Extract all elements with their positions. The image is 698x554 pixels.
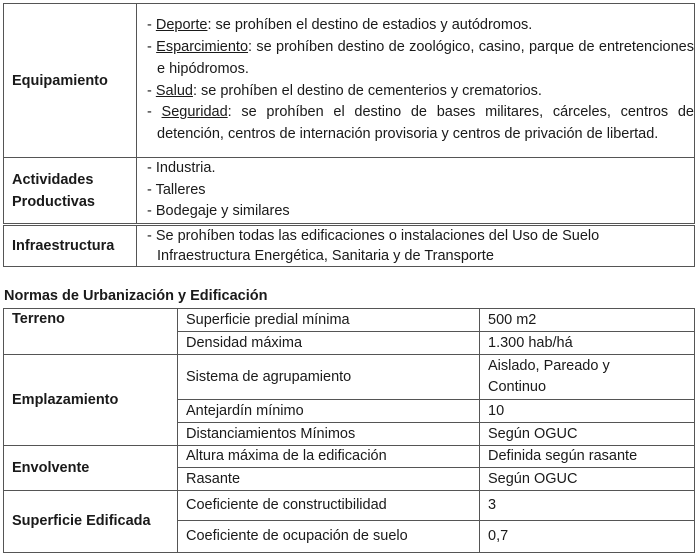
param: Coeficiente de ocupación de suelo bbox=[178, 521, 480, 553]
group-label: Emplazamiento bbox=[4, 355, 178, 446]
table-row bbox=[4, 355, 695, 400]
term: Deporte bbox=[155, 17, 208, 34]
table-row bbox=[4, 446, 695, 468]
norms-table bbox=[3, 308, 695, 553]
item-text: : se prohíben el destino de bases militares, cárceles, centros de detención, centros de internación provisoria y centros de privación de libertad. bbox=[157, 104, 694, 142]
param: Coeficiente de constructibilidad bbox=[178, 491, 480, 521]
value: Definida según rasante bbox=[480, 446, 695, 468]
table-row bbox=[4, 158, 695, 225]
infraestructura-list bbox=[137, 225, 695, 267]
table-row bbox=[4, 309, 695, 332]
param: Sistema de agrupamiento bbox=[178, 355, 480, 400]
section-title: Normas de Urbanización y Edificación bbox=[4, 288, 268, 304]
value: Según OGUC bbox=[480, 468, 695, 491]
param: Distanciamientos Mínimos bbox=[178, 423, 480, 446]
term: Seguridad bbox=[161, 104, 228, 121]
row-label: Infraestructura bbox=[4, 225, 137, 267]
group-label: Terreno bbox=[4, 309, 178, 355]
group-label: Envolvente bbox=[4, 446, 178, 491]
group-label: Superficie Edificada bbox=[4, 491, 178, 553]
list-item: - Seguridad: se prohíben el destino de bases militares, cárceles, centros de detención, centros de internación provisoria y centros de privación de libertad. bbox=[147, 104, 694, 142]
param: Superficie predial mínima bbox=[178, 309, 480, 332]
item-text: : se prohíben el destino de estadios y autódromos. bbox=[207, 17, 533, 34]
param: Densidad máxima bbox=[178, 332, 480, 355]
list-item: - Salud: se prohíben el destino de cementerios y crematorios. bbox=[147, 82, 542, 99]
value: Aislado, Pareado y Continuo bbox=[480, 355, 695, 400]
list-item: - Talleres bbox=[147, 181, 206, 198]
row-label: Equipamiento bbox=[4, 4, 137, 158]
value: 10 bbox=[480, 400, 695, 423]
item-text: : se prohíben destino de zoológico, casino, parque de entretenciones e hipódromos. bbox=[157, 39, 694, 77]
table-row bbox=[4, 491, 695, 521]
value: 0,7 bbox=[480, 521, 695, 553]
term: Esparcimiento bbox=[156, 39, 249, 56]
list-item: - Deporte: se prohíben el destino de estadios y autódromos. bbox=[147, 17, 533, 34]
row-label: Actividades Productivas bbox=[4, 158, 137, 225]
list-item: - Se prohíben todas las edificaciones o instalaciones del Uso de Suelo Infraestructura Energética, Sanitaria y de Transporte bbox=[147, 228, 600, 265]
value: 1.300 hab/há bbox=[480, 332, 695, 355]
equipamiento-list bbox=[137, 4, 695, 158]
list-item: - Bodegaje y similares bbox=[147, 203, 290, 220]
value: 500 m2 bbox=[480, 309, 695, 332]
table-row bbox=[4, 225, 695, 267]
item-text: : se prohíben el destino de cementerios y crematorios. bbox=[192, 82, 542, 99]
value: Según OGUC bbox=[480, 423, 695, 446]
param: Rasante bbox=[178, 468, 480, 491]
param: Altura máxima de la edificación bbox=[178, 446, 480, 468]
term: Salud bbox=[155, 82, 193, 99]
prohibited-uses-table bbox=[3, 3, 695, 267]
list-item: - Esparcimiento: se prohíben destino de zoológico, casino, parque de entretenciones e hipódromos. bbox=[147, 39, 694, 77]
table-row bbox=[4, 4, 695, 158]
param: Antejardín mínimo bbox=[178, 400, 480, 423]
list-item: - Industria. bbox=[147, 160, 216, 176]
value: 3 bbox=[480, 491, 695, 521]
actividades-list bbox=[137, 158, 695, 225]
